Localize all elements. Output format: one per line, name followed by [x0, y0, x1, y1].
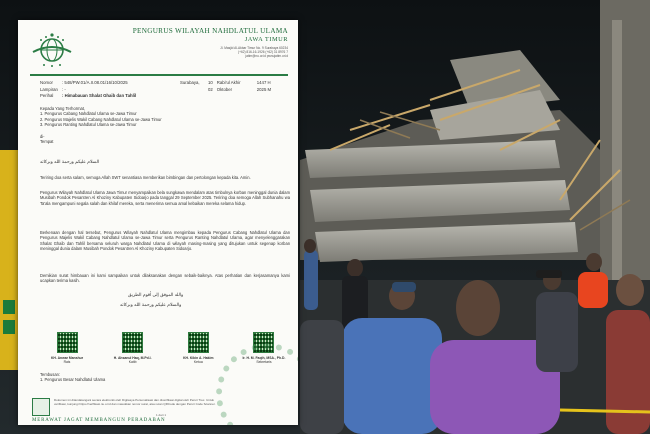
org-region: JAWA TIMUR	[244, 36, 288, 43]
signatory-name: KH. Anwar Manshur	[50, 356, 84, 360]
official-letter-document	[18, 20, 298, 425]
letterhead-address	[168, 46, 288, 59]
tembusan-item: 1. Pengurus Besar Nahdlatul Ulama	[40, 377, 106, 383]
qr-code-icon	[122, 332, 143, 353]
address-line: (+62) 816-16-1926 (+62) 31 8976 7	[238, 50, 288, 55]
signatory	[38, 332, 96, 365]
recipient-item: 3. Pengurus Ranting Nahdlatul Ulama se-Jawa Timur	[40, 122, 137, 128]
closing-arabic-1: والله الموفق إلى أقوم الطريق	[128, 293, 184, 298]
green-sticker-icon	[3, 320, 15, 334]
city-label: Surabaya,	[180, 80, 200, 85]
paragraph-4: Demikian surat himbauan ini kami sampaikan untuk dilaksanakan dengan sebaik-baiknya. Atas perhatian dan kerjasamanya kami ucapkan terima kasih.	[40, 273, 290, 284]
perihal-value: : Himabauan Shalat Ghaib dan Tahlil	[62, 93, 137, 99]
recipient-block	[40, 106, 290, 144]
greg-day: 02	[208, 86, 213, 92]
yellow-excavator-edge	[0, 150, 20, 370]
greg-month: Oktober	[216, 86, 233, 92]
salam-opening: السلام عليكم ورحمة الله وبركاته	[40, 160, 100, 165]
paragraph-2: Pengurus Wilayah Nahdlatul Ulama Jawa Timur menyampaikan bela sungkawa mendalam atas timbulnya korban meninggal dunia dalam Musibah Pondok Pesantren Al Khoziny Kabupaten Sidoarjo pada tanggal 29 September 2025. Teriring doa semoga Allah Subhanahu wa Ta'ala mengampuni segala salah dan khilaf mereka, serta menerima semua amal kebaikan mereka selama hidup.	[40, 190, 290, 206]
recipient-di: di-	[40, 133, 45, 139]
recipient-item: 2. Pengurus Majelis Wakil Cabang Nahdlatul Ulama se-Jawa Timur	[40, 116, 162, 122]
signatory-role: Katib	[128, 360, 137, 365]
signatory	[104, 332, 162, 365]
footer-tagline: MERAWAT JAGAT MEMBANGUN PERADABAN	[32, 418, 166, 423]
paragraph-3: Berkenaan dengan hal tersebut, Pengurus Wilayah Nahdlatul Ulama mengimbau kepada Pengurus Cabang Nahdlatul Ulama dan Pengurus Majelis Wakil Cabang Nahdlatul Ulama se-Jawa Timur serta Pengurus Ranting Nahdlatul Ulama, agar menyelenggarakan Shalat Ghaib dan Tahlil bersama seluruh warga Nahdlatul Ulama di wilayah masing-masing yang ditujukan untuk segenap korban meninggal dunia dalam Musibah Pondok Pesantren Al Khoziny Kabupaten Sidoarjo.	[40, 230, 290, 252]
nomor-value: : 548/PW.01/A.II.08.01/16/10/2025	[62, 80, 128, 85]
paragraph-1: Teriring doa serta salam, semoga Allah SWT senantiasa memberikan bimbingan dan pertolongan kepada kita. Amin.	[40, 175, 251, 180]
closing-arabic-2: والسلام عليكم ورحمة الله وبركاته	[120, 303, 182, 308]
qr-code-icon	[57, 332, 78, 353]
footer-verification-note: Dokumen ini ditandatangani secara elektronik oleh Digitasya Personalisasi dan diverifikasi digital oleh Peruri Trex. Untuk verifikasi, kunjungi https://verifikasi.nu.or.id dan masukkan nomor surat, atau scan QRCode dengan Peruri Code Scanner.	[54, 398, 216, 406]
nomor-label: Nomor	[40, 80, 53, 85]
signatory-name: Ir. H. M. Faqih, MSA., Ph.D.	[242, 356, 286, 360]
org-name: PENGURUS WILAYAH NAHDLATUL ULAMA	[132, 27, 288, 35]
perihal-label: Perihal	[40, 93, 54, 99]
signatory	[169, 332, 227, 365]
letterhead-divider	[30, 74, 288, 76]
hijri-day: 10	[208, 80, 213, 85]
recipient-tempat: Tempat	[40, 139, 54, 145]
footer-logo-icon	[32, 398, 50, 416]
green-sticker-icon	[3, 300, 15, 314]
signatory-role: Rais	[63, 360, 71, 365]
qr-code-icon	[188, 332, 209, 353]
lampiran-value: : -	[62, 86, 66, 92]
page-number: 1 dari 1	[156, 413, 167, 417]
recipient-intro: Kepada Yang Terhormat,	[40, 106, 86, 111]
hijri-month: Rabi'ul Akhir	[216, 80, 241, 85]
recipient-item: 1. Pengurus Cabang Nahdlatul Ulama se-Jawa Timur	[40, 111, 137, 117]
nu-globe-logo-icon	[30, 30, 74, 72]
signatory-role: Ketua	[193, 360, 203, 365]
tembusan-label: Tembusan:	[40, 372, 61, 377]
signatory-name: KH. Kikin A. Hakim	[183, 356, 214, 360]
lampiran-label: Lampiran	[40, 86, 58, 92]
address-line: jatim@nu.or.id pwnujatim.or.id	[245, 54, 288, 59]
signatory-name: H. Ahsanul Haq, M.Pd.I.	[113, 356, 152, 360]
address-line: Jl. Masjid Al-Akbar Timur No. 9 Surabaya 60234	[220, 46, 288, 50]
greg-year: 2025 M	[256, 86, 272, 92]
letter-meta	[40, 80, 290, 100]
hijri-year: 1447 H	[256, 80, 271, 85]
signatory-role: Sekretaris	[256, 360, 272, 365]
